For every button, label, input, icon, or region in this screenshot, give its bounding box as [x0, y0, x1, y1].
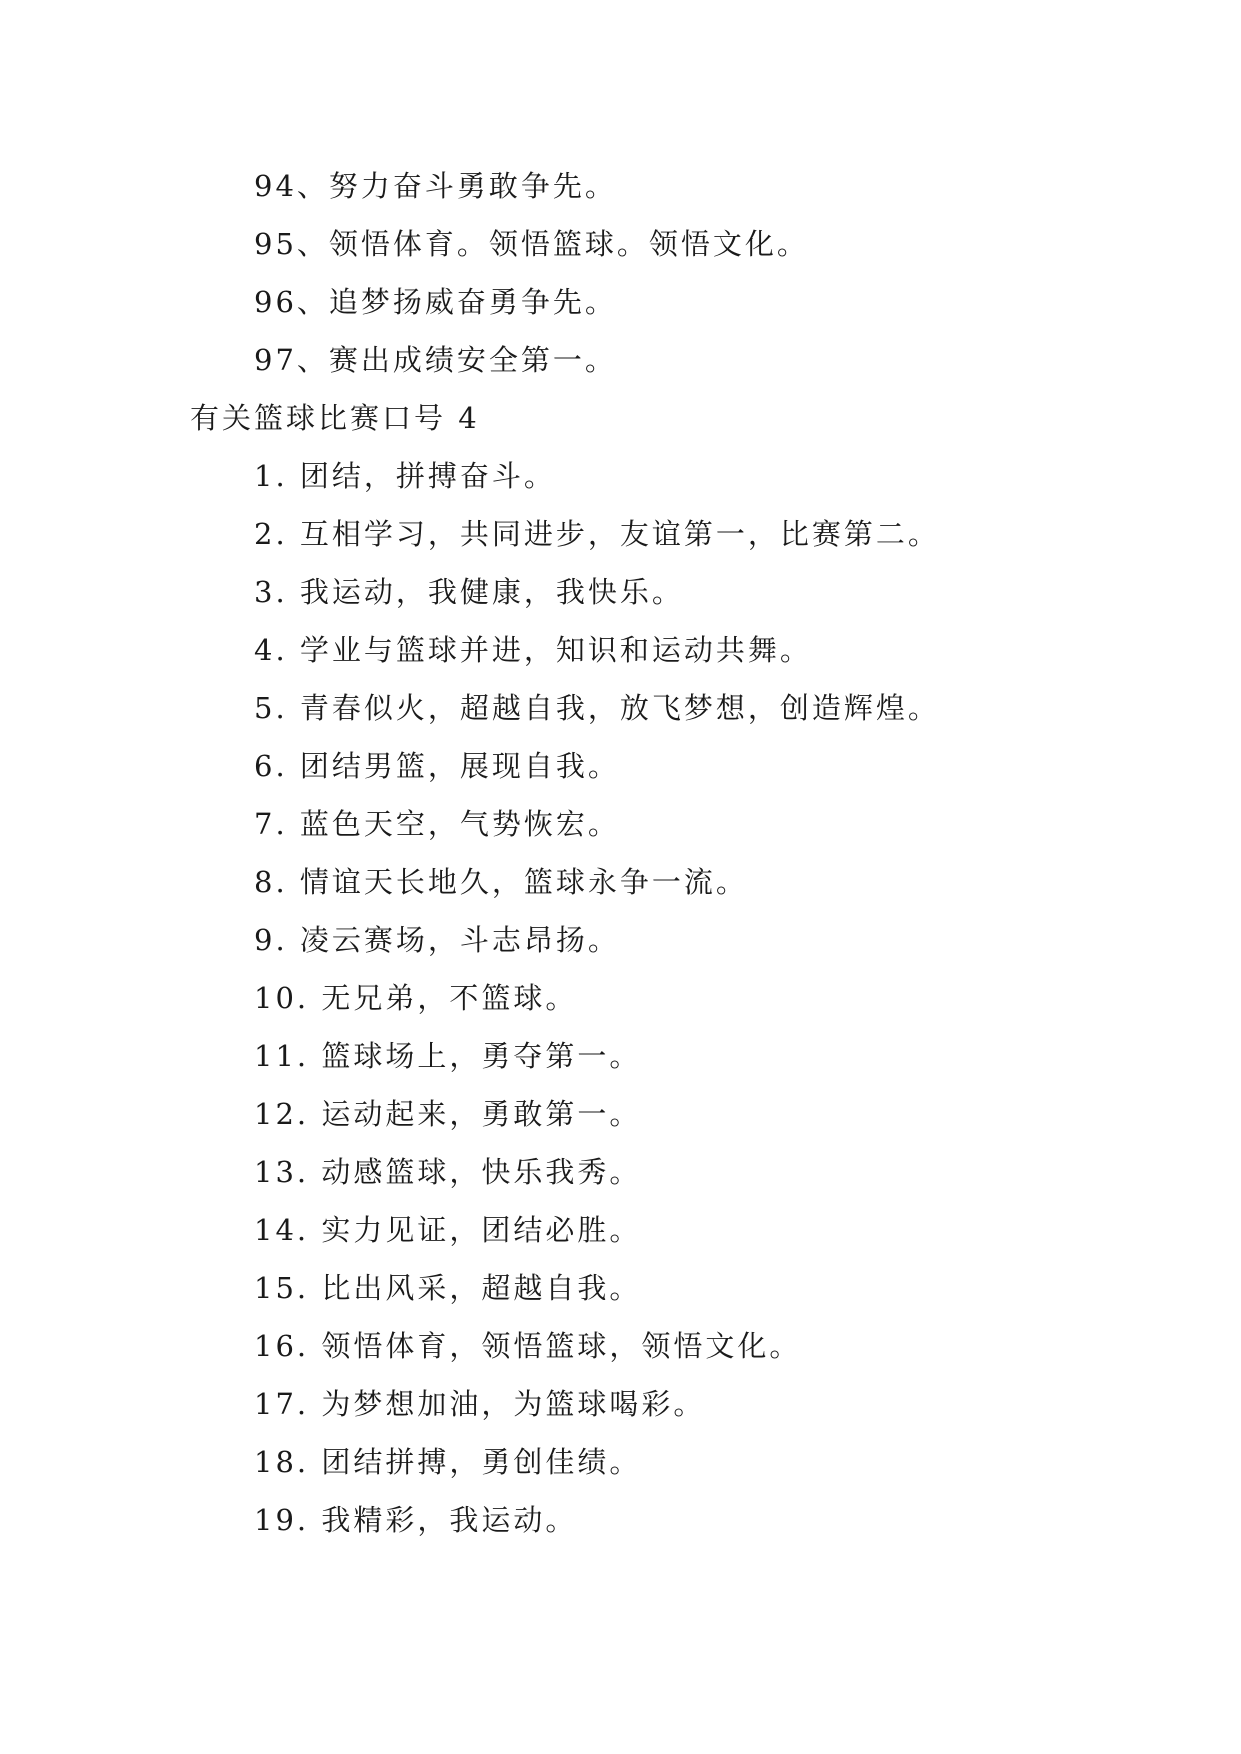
list-item: 95、领悟体育。领悟篮球。领悟文化。	[254, 227, 809, 261]
list-item: 7. 蓝色天空，气势恢宏。	[254, 807, 620, 841]
list-item: 19. 我精彩，我运动。	[254, 1503, 578, 1537]
list-item: 3. 我运动，我健康，我快乐。	[254, 575, 684, 609]
list-item: 97、赛出成绩安全第一。	[254, 343, 617, 377]
list-item: 15. 比出风采，超越自我。	[254, 1271, 642, 1305]
list-item: 11. 篮球场上，勇夺第一。	[254, 1039, 642, 1073]
list-item: 4. 学业与篮球并进，知识和运动共舞。	[254, 633, 812, 667]
list-item: 17. 为梦想加油，为篮球喝彩。	[254, 1387, 706, 1421]
list-item: 18. 团结拼搏，勇创佳绩。	[254, 1445, 642, 1479]
list-item: 6. 团结男篮，展现自我。	[254, 749, 620, 783]
list-item: 10. 无兄弟，不篮球。	[254, 981, 578, 1015]
list-item: 1. 团结，拼搏奋斗。	[254, 459, 556, 493]
list-item: 14. 实力见证，团结必胜。	[254, 1213, 642, 1247]
list-item: 8. 情谊天长地久，篮球永争一流。	[254, 865, 748, 899]
list-item: 13. 动感篮球，快乐我秀。	[254, 1155, 642, 1189]
section-heading: 有关篮球比赛口号 4	[190, 401, 480, 435]
list-item: 94、努力奋斗勇敢争先。	[254, 169, 617, 203]
list-item: 12. 运动起来，勇敢第一。	[254, 1097, 642, 1131]
list-item: 9. 凌云赛场，斗志昂扬。	[254, 923, 620, 957]
list-item: 5. 青春似火，超越自我，放飞梦想，创造辉煌。	[254, 691, 940, 725]
list-item: 2. 互相学习，共同进步，友谊第一，比赛第二。	[254, 517, 940, 551]
list-item: 96、追梦扬威奋勇争先。	[254, 285, 617, 319]
list-item: 16. 领悟体育，领悟篮球，领悟文化。	[254, 1329, 802, 1363]
